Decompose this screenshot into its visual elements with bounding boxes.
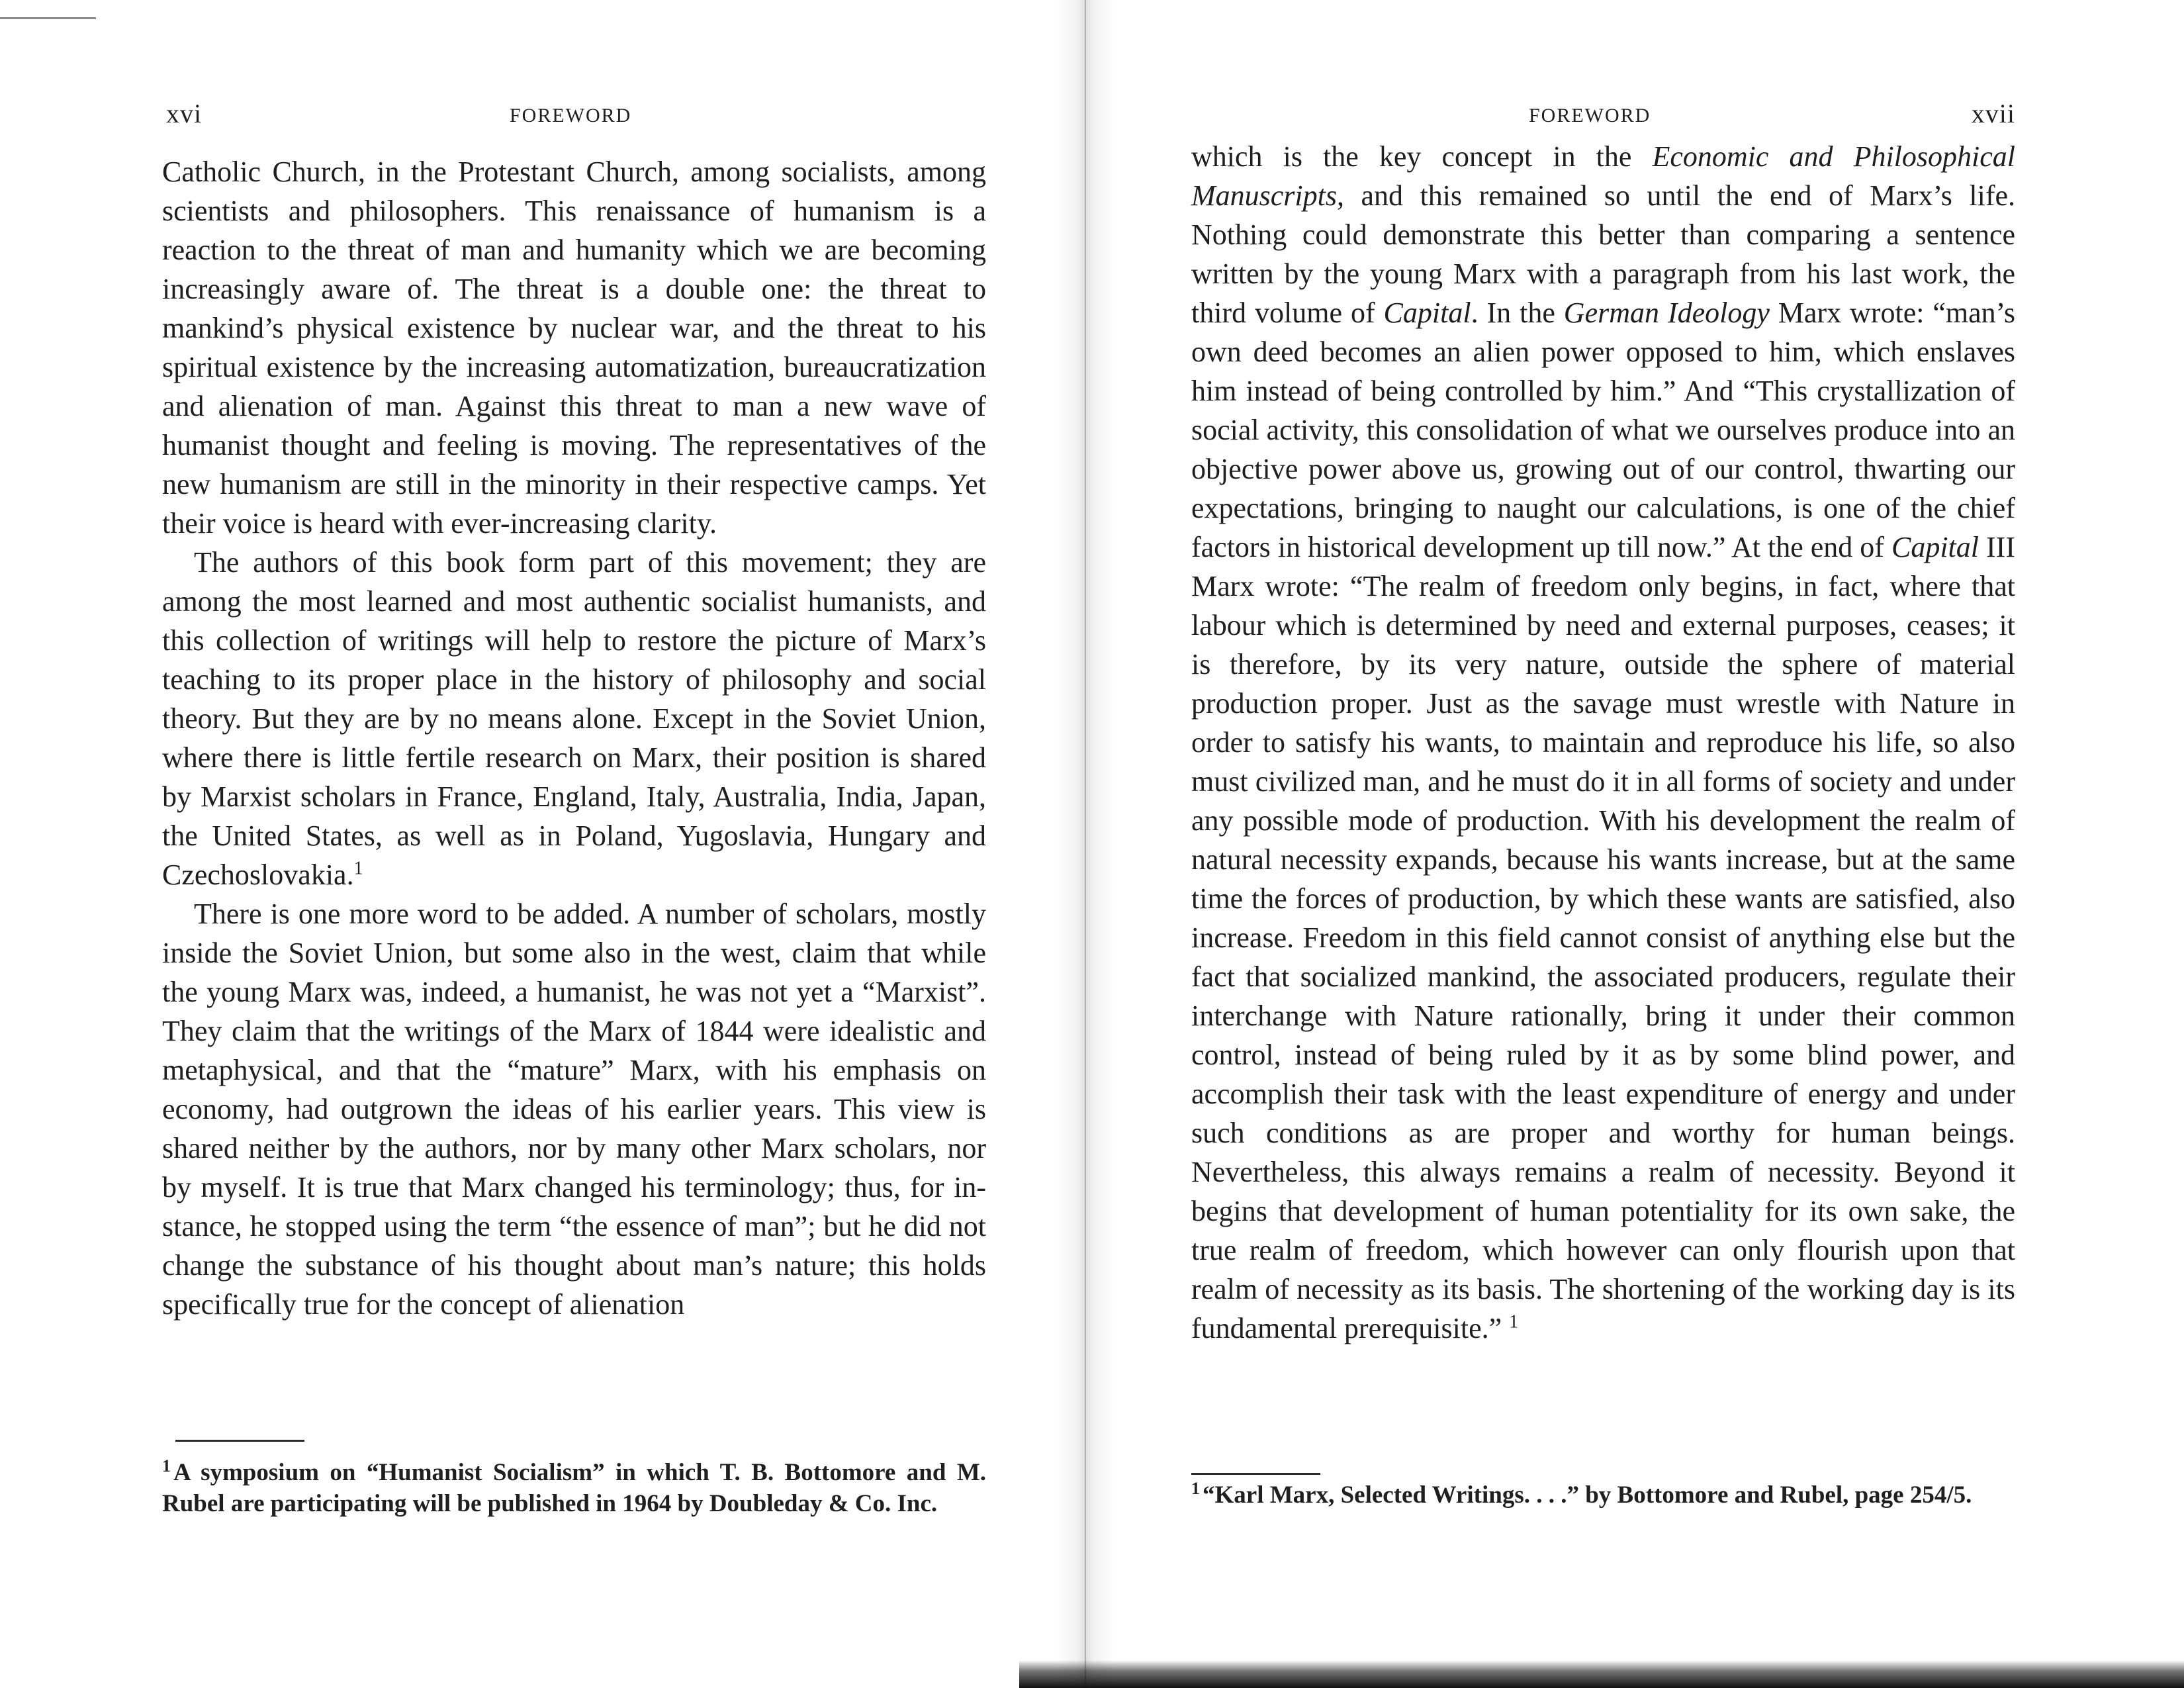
- paragraph: [162, 543, 986, 894]
- paragraph: [1191, 137, 2015, 1348]
- text-run: , and this remained so until the end of Marx’s life. Nothing could demonstrate this better than comparing a sentence written by the young Marx with a paragraph from his last work, the third volume of: [1191, 179, 2015, 329]
- footnote-number: 1: [1191, 1478, 1200, 1498]
- footnote-number: 1: [162, 1456, 171, 1476]
- left-page: [162, 0, 986, 1688]
- scan-edge-mark: [0, 17, 96, 19]
- page-number: xvi: [166, 99, 203, 128]
- footnote-rule: [1191, 1473, 1320, 1475]
- page-number: xvii: [1971, 99, 2015, 128]
- right-page: [1191, 0, 2015, 1688]
- book-gutter-line: [1085, 0, 1086, 1688]
- footnote-text: A symposium on “Humanist Socialism” in which T. B. Bottomore and M. Rubel are participating will be published in 1964 by Doubleday & Co. Inc.: [162, 1459, 986, 1517]
- paragraph-text: The authors of this book form part of this movement; they are among the most learned and most authentic socialist humanists, and this collection of writings will help to restore the picture of Marx’s teaching to its proper place in the history of philosophy and social theory. But they are by no means alone. Except in the Soviet Union, where there is little fertile research on Marx, their position is shared by Marxist scholars in France, England, Italy, Australia, India, Japan, the United States, as well as in Poland, Yugoslavia, Hungary and Czechoslovakia.: [162, 546, 986, 891]
- text-run: Marx wrote: “man’s own deed becomes an alien power opposed to him, which enslaves him instead of being controlled by him.” And “This crystallization of social activity, this consolidation of what we ourselves produce into an objective power above us, growing out of our control, thwarting our expectations, bringing to naught our calculations, is one of the chief factors in historical development up till now.” At the end of: [1191, 297, 2016, 563]
- text-run: which is the key concept in the: [1191, 140, 1653, 173]
- text-run: . In the: [1471, 297, 1564, 329]
- running-head: FOREWORD: [510, 105, 632, 126]
- running-head: FOREWORD: [1529, 105, 1651, 126]
- footnote: [1191, 1479, 2015, 1511]
- book-title: Capital: [1383, 297, 1471, 329]
- body-text: [162, 152, 986, 1324]
- footnote-text: “Karl Marx, Selected Writings. . . .” by Bottomore and Rubel, page 254/5.: [1203, 1481, 1972, 1509]
- text-run: III Marx wrote: “The realm of freedom only begins, in fact, where that labour which is determined by need and external purposes, ceases; it is therefore, by its very nature, outside the sphere of material production proper. Just as the savage must wrestle with Nature in order to satisfy his wants, to maintain and reproduce his life, so also must civilized man, and he must do it in all forms of society and under any possible mode of production. With his development the realm of natural necessity expands, because his wants increase, but at the same time the forces of production, by which these wants are satisfied, also increase. Freedom in this field cannot consist of anything else but the fact that socialized mankind, the associated producers, regulate their interchange with Nature rationally, bring it under their common control, instead of being ruled by it as by some blind power, and accomplish their task with the least expenditure of energy and under such conditions as are proper and worthy for human beings. Nevertheless, this always remains a realm of necessity. Beyond it begins that development of human potentiality for its own sake, the true realm of freedom, which however can only flourish upon that realm of necessity as its basis. The shortening of the working day is its fundamental prerequisite.”: [1191, 531, 2015, 1344]
- book-title: Economic and Philosophical Manuscripts: [1191, 140, 2015, 212]
- book-title: Capital: [1891, 531, 1979, 563]
- footnote-rule: [175, 1440, 304, 1442]
- footnote-marker: 1: [353, 858, 363, 879]
- paragraph: There is one more word to be added. A number of scholars, mostly inside the Soviet Union, but some also in the west, claim that while the young Marx was, indeed, a humanist, he was not yet a “Marxist”. They claim that the writings of the Marx of 1844 were idealistic and metaphysical, and that the “mature” Marx, with his emphasis on economy, had outgrown the ideas of his earlier years. This view is shared neither by the authors, nor by many other Marx scholars, nor by myself. It is true that Marx changed his terminology; thus, for instance, he stopped using the term “the essence of man”; but he did not change the substance of his thought about man’s nature; this holds specifically true for the concept of alienation: [162, 898, 986, 1321]
- book-title: German Ideology: [1563, 297, 1770, 329]
- footnote: [162, 1457, 986, 1519]
- body-text: [1191, 137, 2015, 1348]
- paragraph: Catholic Church, in the Protestant Church, among socialists, among scientists and philosophers. This renaissance of humanism is a reaction to the threat of man and humanity which we are becoming increasingly aware of. The threat is a double one: the threat to mankind’s physical existence by nuclear war, and the threat to his spiritual existence by the increasing automatization, bureaucratization and alienation of man. Against this threat to man a new wave of humanist thought and feeling is moving. The representatives of the new humanism are still in the minority in their respective camps. Yet their voice is heard with ever-increasing clarity.: [162, 156, 986, 539]
- footnote-marker: 1: [1509, 1311, 1519, 1333]
